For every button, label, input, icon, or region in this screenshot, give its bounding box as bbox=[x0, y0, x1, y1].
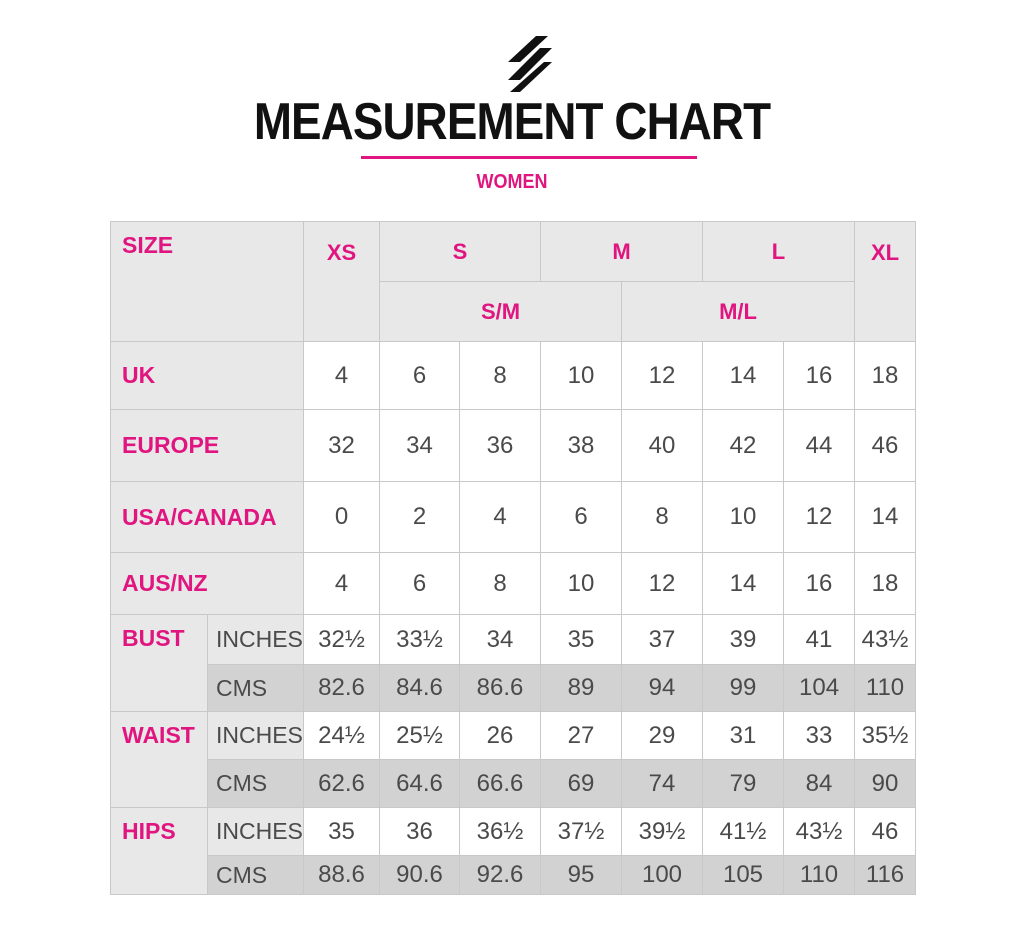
hips-cms-row bbox=[111, 856, 916, 895]
bust-inches-value: 39 bbox=[703, 615, 784, 665]
region-value: 12 bbox=[622, 342, 703, 410]
region-row-aus-nz bbox=[111, 553, 916, 615]
region-value: 12 bbox=[622, 553, 703, 615]
waist-inches-row bbox=[111, 712, 916, 760]
bust-cms-row bbox=[111, 665, 916, 712]
size-xs: XS bbox=[304, 222, 380, 342]
hips-inches-value: 36½ bbox=[460, 808, 541, 856]
waist-inches-value: 24½ bbox=[304, 712, 380, 760]
hips-cms-value: 110 bbox=[784, 856, 855, 895]
measurement-table bbox=[110, 221, 916, 895]
region-value: 40 bbox=[622, 410, 703, 482]
region-value: 4 bbox=[304, 553, 380, 615]
region-value: 38 bbox=[541, 410, 622, 482]
region-value: 14 bbox=[703, 553, 784, 615]
region-value: 4 bbox=[460, 482, 541, 553]
region-value: 6 bbox=[380, 553, 460, 615]
unit-label-cms: CMS bbox=[208, 856, 304, 895]
waist-cms-value: 84 bbox=[784, 760, 855, 808]
waist-inches-value: 35½ bbox=[855, 712, 916, 760]
region-value: 4 bbox=[304, 342, 380, 410]
region-value: 14 bbox=[703, 342, 784, 410]
region-value: 0 bbox=[304, 482, 380, 553]
size-l: L bbox=[703, 222, 855, 282]
hips-inches-row bbox=[111, 808, 916, 856]
bust-cms-value: 94 bbox=[622, 665, 703, 712]
waist-cms-value: 62.6 bbox=[304, 760, 380, 808]
region-row-uk bbox=[111, 342, 916, 410]
waist-inches-value: 27 bbox=[541, 712, 622, 760]
waist-cms-value: 79 bbox=[703, 760, 784, 808]
hips-inches-value: 43½ bbox=[784, 808, 855, 856]
size-header-row bbox=[111, 222, 916, 282]
bust-inches-value: 37 bbox=[622, 615, 703, 665]
hips-cms-value: 95 bbox=[541, 856, 622, 895]
size-xl: XL bbox=[855, 222, 916, 342]
region-row-europe bbox=[111, 410, 916, 482]
hips-inches-value: 35 bbox=[304, 808, 380, 856]
bust-inches-value: 35 bbox=[541, 615, 622, 665]
region-value: 18 bbox=[855, 342, 916, 410]
waist-cms-value: 69 bbox=[541, 760, 622, 808]
hips-cms-value: 90.6 bbox=[380, 856, 460, 895]
title-underline bbox=[361, 156, 697, 159]
waist-inches-value: 25½ bbox=[380, 712, 460, 760]
size-s: S bbox=[380, 222, 541, 282]
region-value: 34 bbox=[380, 410, 460, 482]
region-value: 12 bbox=[784, 482, 855, 553]
region-value: 8 bbox=[460, 553, 541, 615]
size-m-l: M/L bbox=[622, 282, 855, 342]
hips-inches-value: 41½ bbox=[703, 808, 784, 856]
hips-cms-value: 100 bbox=[622, 856, 703, 895]
bust-inches-value: 43½ bbox=[855, 615, 916, 665]
region-value: 8 bbox=[622, 482, 703, 553]
hips-inches-value: 37½ bbox=[541, 808, 622, 856]
region-value: 46 bbox=[855, 410, 916, 482]
page-title: MEASUREMENT CHART bbox=[253, 93, 771, 151]
region-value: 32 bbox=[304, 410, 380, 482]
waist-cms-value: 66.6 bbox=[460, 760, 541, 808]
unit-label-inches: INCHES bbox=[208, 712, 304, 760]
region-value: 44 bbox=[784, 410, 855, 482]
bust-cms-value: 110 bbox=[855, 665, 916, 712]
unit-label-cms: CMS bbox=[208, 665, 304, 712]
measure-label-bust: BUST bbox=[111, 615, 208, 712]
waist-cms-row bbox=[111, 760, 916, 808]
page-subtitle: WOMEN bbox=[476, 171, 548, 193]
hips-inches-value: 46 bbox=[855, 808, 916, 856]
unit-label-cms: CMS bbox=[208, 760, 304, 808]
region-value: 16 bbox=[784, 342, 855, 410]
region-value: 10 bbox=[703, 482, 784, 553]
size-m: M bbox=[541, 222, 703, 282]
waist-inches-value: 31 bbox=[703, 712, 784, 760]
slash-stripes-icon bbox=[508, 36, 552, 92]
region-value: 10 bbox=[541, 342, 622, 410]
unit-label-inches: INCHES bbox=[208, 808, 304, 856]
region-value: 8 bbox=[460, 342, 541, 410]
region-value: 16 bbox=[784, 553, 855, 615]
region-value: 6 bbox=[541, 482, 622, 553]
bust-cms-value: 82.6 bbox=[304, 665, 380, 712]
region-value: 10 bbox=[541, 553, 622, 615]
region-value: 2 bbox=[380, 482, 460, 553]
bust-cms-value: 86.6 bbox=[460, 665, 541, 712]
bust-inches-value: 33½ bbox=[380, 615, 460, 665]
region-row-usa-canada bbox=[111, 482, 916, 553]
region-value: 36 bbox=[460, 410, 541, 482]
region-value: 14 bbox=[855, 482, 916, 553]
size-label: SIZE bbox=[111, 222, 304, 342]
bust-inches-row bbox=[111, 615, 916, 665]
hips-inches-value: 39½ bbox=[622, 808, 703, 856]
hips-cms-value: 105 bbox=[703, 856, 784, 895]
measure-label-waist: WAIST bbox=[111, 712, 208, 808]
hips-cms-value: 92.6 bbox=[460, 856, 541, 895]
waist-inches-value: 26 bbox=[460, 712, 541, 760]
hips-cms-value: 88.6 bbox=[304, 856, 380, 895]
waist-cms-value: 64.6 bbox=[380, 760, 460, 808]
hips-cms-value: 116 bbox=[855, 856, 916, 895]
bust-inches-value: 34 bbox=[460, 615, 541, 665]
region-value: 42 bbox=[703, 410, 784, 482]
waist-inches-value: 33 bbox=[784, 712, 855, 760]
hips-inches-value: 36 bbox=[380, 808, 460, 856]
region-label: UK bbox=[111, 342, 304, 410]
waist-cms-value: 74 bbox=[622, 760, 703, 808]
bust-cms-value: 104 bbox=[784, 665, 855, 712]
bust-cms-value: 99 bbox=[703, 665, 784, 712]
bust-cms-value: 89 bbox=[541, 665, 622, 712]
region-label: AUS/NZ bbox=[111, 553, 304, 615]
bust-inches-value: 32½ bbox=[304, 615, 380, 665]
size-s-m: S/M bbox=[380, 282, 622, 342]
region-value: 18 bbox=[855, 553, 916, 615]
region-label: USA/CANADA bbox=[111, 482, 304, 553]
unit-label-inches: INCHES bbox=[208, 615, 304, 665]
region-label: EUROPE bbox=[111, 410, 304, 482]
bust-inches-value: 41 bbox=[784, 615, 855, 665]
bust-cms-value: 84.6 bbox=[380, 665, 460, 712]
region-value: 6 bbox=[380, 342, 460, 410]
waist-inches-value: 29 bbox=[622, 712, 703, 760]
measure-label-hips: HIPS bbox=[111, 808, 208, 895]
waist-cms-value: 90 bbox=[855, 760, 916, 808]
